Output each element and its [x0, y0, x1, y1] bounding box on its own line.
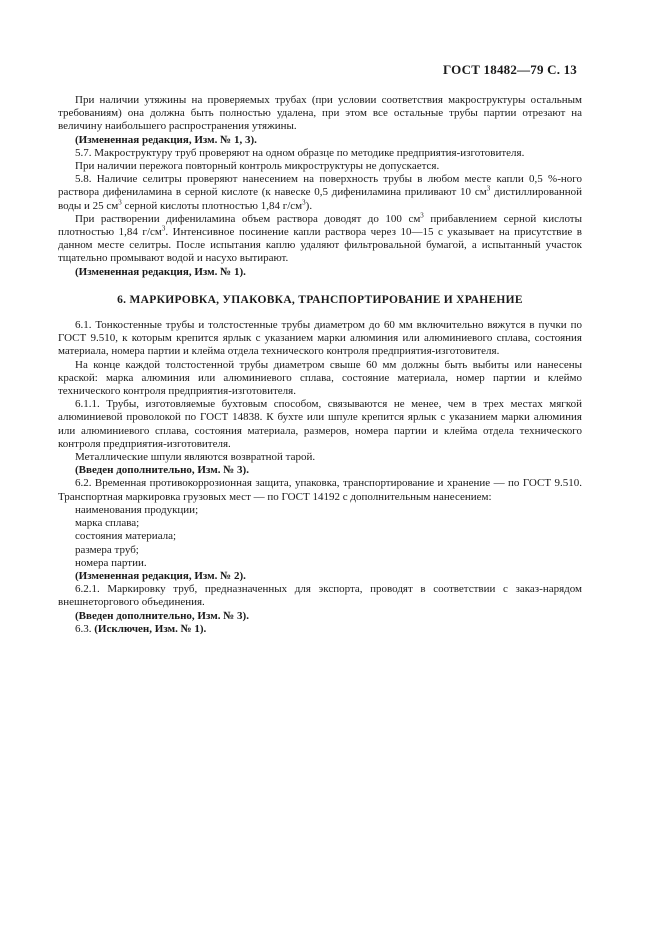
paragraph-peregog: При наличии пережога повторный контроль микроструктуры не допускается.: [75, 160, 440, 173]
clause-6-3: [58, 623, 582, 636]
amendment-note: (Измененная редакция, Изм. № 2).: [75, 569, 246, 582]
clause-6-1-1: 6.1.1. Трубы, изготовляемые бухтовым способом, связываются не менее, чем в трех местах мягкой алюминиевой проволокой по ГОСТ 14838. К бухте или шпуле крепится ярлык с указанием марки алюминия или алюминиевого сплава, состояния материала, размеров, номера партии и клейма отдела технического контроля предприятия-изготовителя.: [58, 398, 582, 450]
paragraph-thick-pipes: На конце каждой толстостенной трубы диаметром свыше 60 мм должны быть выбиты или нанесены краской: марка алюминия или алюминиевого сплава, состояние материала, номер партии и клеймо технического контроля предприятия-изготовителя.: [58, 358, 582, 398]
list-item: номера партии.: [75, 556, 147, 569]
superscript: 3: [302, 197, 306, 206]
amendment-note: (Введен дополнительно, Изм. № 3).: [75, 609, 249, 622]
superscript: 3: [161, 224, 166, 233]
list-item: марка сплава;: [75, 517, 140, 530]
amendment-note: (Измененная редакция, Изм. № 1).: [75, 265, 246, 278]
amendment-note: (Исключен, Изм. № 1).: [94, 622, 207, 635]
list-item: состояния материала;: [75, 530, 177, 543]
clause-5-8: [58, 173, 582, 213]
amendment-note: (Измененная редакция, Изм. № 1, 3).: [75, 133, 257, 146]
superscript: 3: [486, 184, 491, 193]
paragraph-spools: Металлические шпули являются возвратной тарой.: [75, 451, 316, 464]
clause-5-8-text: 5.8. Наличие селитры проверяют нанесением на поверхность трубы в любом месте капли 0,5 %-ного раствора дифениламина в серной кислоте (к навеске 0,5 дифениламина приливают 10 см: [58, 173, 582, 199]
superscript: 3: [118, 197, 122, 206]
paragraph-text: . Интенсивное посинение капли раствора через 10—15 с указывает на присутствие в данном месте селитры. После испытания каплю удаляют фильтровальной бумагой, а испытанный участок тщательно промывают водой и насухо вытирают.: [58, 226, 582, 265]
paragraph-text: прибавлением серной кислоты плотностью 1,84 г/см: [58, 212, 583, 239]
list-item: наименования продукции;: [75, 503, 199, 516]
document-body: [58, 94, 582, 636]
clause-number: 6.3.: [75, 622, 95, 635]
superscript: 3: [420, 211, 424, 220]
section-title: 6. МАРКИРОВКА, УПАКОВКА, ТРАНСПОРТИРОВАНИЕ И ХРАНЕНИЕ: [117, 293, 523, 306]
amendment-note: (Введен дополнительно, Изм. № 3).: [75, 464, 249, 477]
list-item: размера труб;: [75, 543, 139, 556]
paragraph-rastvorenie: [58, 213, 582, 266]
page-header: ГОСТ 18482—79 С. 13: [443, 62, 577, 77]
clause-5-7: 5.7. Макроструктуру труб проверяют на одном образце по методике предприятия-изготовителя.: [75, 146, 525, 159]
clause-5-8-text: серной кислоты плотностью 1,84 г/см: [121, 199, 303, 212]
clause-5-8-text: ).: [305, 199, 313, 212]
clause-6-2-1: 6.2.1. Маркировку труб, предназначенных для экспорта, проводят в соответствии с заказ-нарядом внешнеторгового объединения.: [58, 583, 582, 609]
clause-6-2: 6.2. Временная противокоррозионная защита, упаковка, транспортирование и хранение — по ГОСТ 9.510. Транспортная маркировка грузовых мест — по ГОСТ 14192 с дополнительным нанесением:: [58, 477, 582, 503]
paragraph-ustyazhina: При наличии утяжины на проверяемых трубах (при условии соответствия макроструктуры остальным требованиям) она должна быть полностью удалена, при этом все остальные трубы партии отрезают на величину наибольшего распространения утяжины.: [58, 94, 582, 133]
clause-5-8-text: дистиллированной воды и 25 см: [58, 186, 582, 212]
clause-6-1: 6.1. Тонкостенные трубы и толстостенные трубы диаметром до 60 мм включительно вяжутся в пучки по ГОСТ 9.510, к которым крепится ярлык с указанием марки алюминия или алюминиевого сплава, состояния материала, номера партии и клейма отдела технического контроля предприятия-изготовителя.: [58, 319, 582, 358]
paragraph-text: При растворении дифениламина объем раствора доводят до 100 см: [75, 212, 421, 225]
